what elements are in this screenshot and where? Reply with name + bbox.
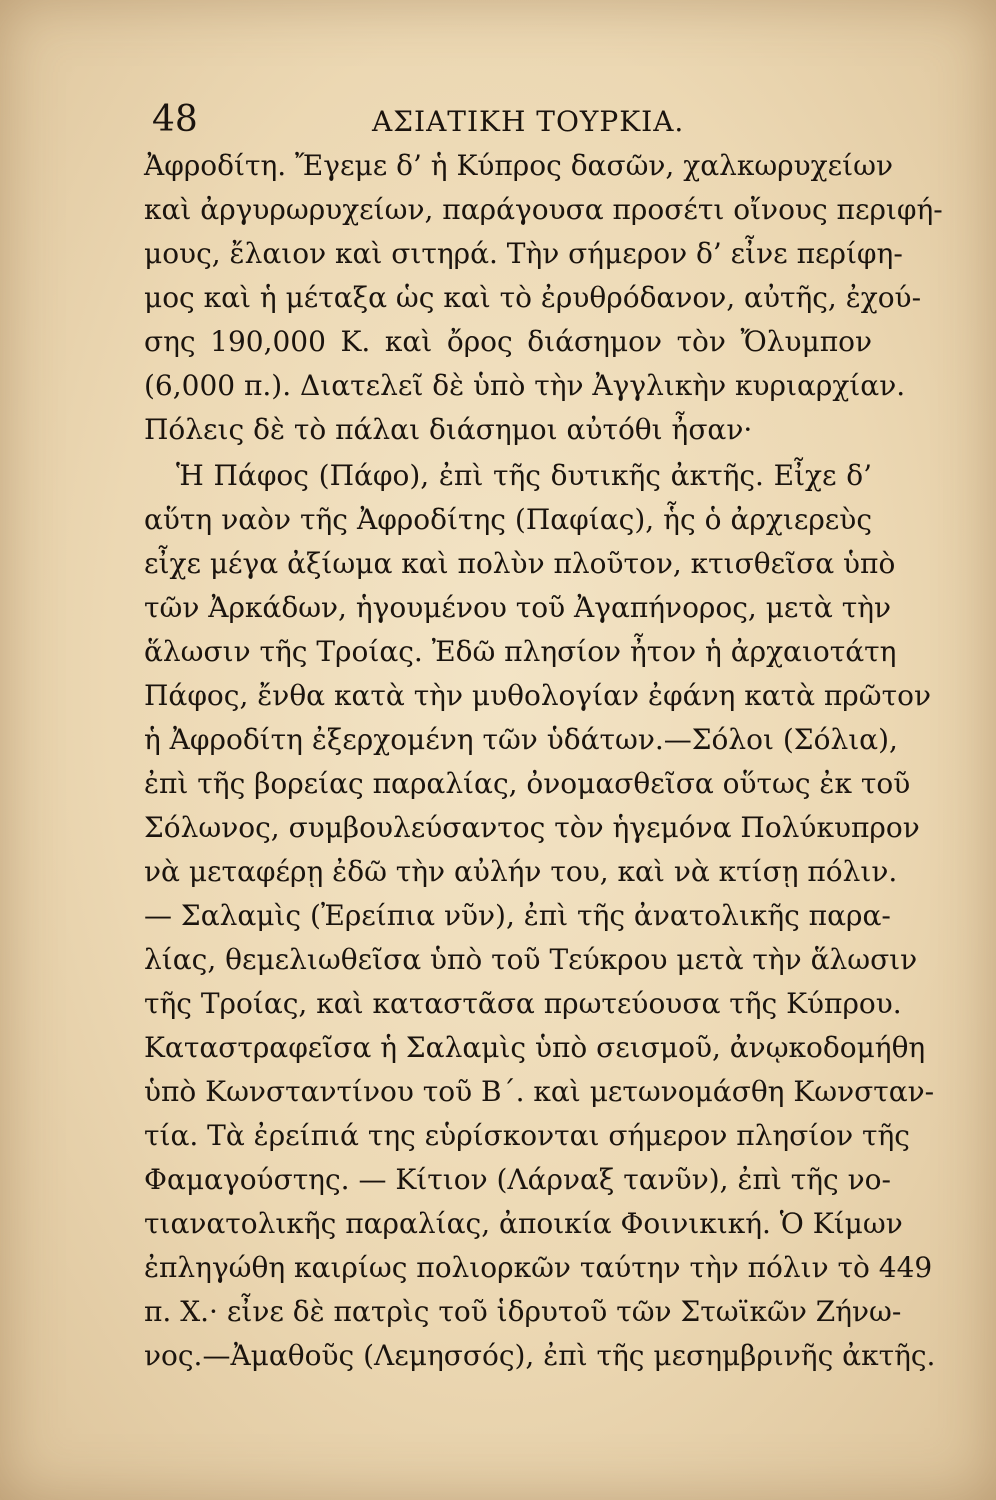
running-title: ΑΣΙΑΤΙΚΗ ΤΟΥΡΚΙΑ. — [372, 105, 685, 138]
text-line: τῆς Τροίας, καὶ καταστᾶσα πρωτεύουσα τῆς Κύπρου. — [144, 987, 902, 1020]
page-number: 48 — [152, 99, 198, 140]
text-line: καὶ ἀργυρωρυχείων, παράγουσα προσέτι οἴνους περιφή- — [144, 193, 943, 226]
text-line: μους, ἔλαιον καὶ σιτηρά. Τὴν σήμερον δ’ εἶνε περίφη- — [144, 237, 903, 270]
text-line: ἡ Ἀφροδίτη ἐξερχομένη τῶν ὑδάτων.—Σόλοι (Σόλια), — [144, 723, 898, 756]
text-line: τία. Τὰ ἐρείπιά της εὑρίσκονται σήμερον πλησίον τῆς — [144, 1119, 910, 1152]
text-line: ἐπὶ τῆς βορείας παραλίας, ὀνομασθεῖσα οὕτως ἐκ τοῦ — [144, 767, 911, 800]
text-line: ἐπληγώθη καιρίως πολιορκῶν ταύτην τὴν πόλιν τὸ 449 — [144, 1251, 933, 1284]
text-line: εἶχε μέγα ἀξίωμα καὶ πολὺν πλοῦτον, κτισθεῖσα ὑπὸ — [144, 547, 896, 580]
text-line: λίας, θεμελιωθεῖσα ὑπὸ τοῦ Τεύκρου μετὰ τὴν ἅλωσιν — [144, 943, 918, 976]
text-line: Ἀφροδίτη. Ἔγεμε δ’ ἡ Κύπρος δασῶν, χαλκωρυχείων — [144, 149, 893, 182]
text-line: σης 190,000 Κ. καὶ ὄρος διάσημον τὸν Ὄλυμπον — [144, 325, 872, 358]
text-line: αὕτη ναὸν τῆς Ἀφροδίτης (Παφίας), ἧς ὁ ἀρχιερεὺς — [144, 503, 872, 536]
text-line: νος.—Ἀμαθοῦς (Λεμησσός), ἐπὶ τῆς μεσημβρινῆς ἀκτῆς. — [144, 1339, 936, 1372]
text-line: ἅλωσιν τῆς Τροίας. Ἐδῶ πλησίον ἦτον ἡ ἀρχαιοτάτη — [144, 635, 897, 668]
text-line: τιανατολικῆς παραλίας, ἀποικία Φοινικική. Ὁ Κίμων — [144, 1207, 903, 1240]
text-line: π. Χ.· εἶνε δὲ πατρὶς τοῦ ἱδρυτοῦ τῶν Στωϊκῶν Ζήνω- — [144, 1295, 902, 1328]
text-line: τῶν Ἀρκάδων, ἡγουμένου τοῦ Ἀγαπήνορος, μετὰ τὴν — [144, 591, 892, 624]
text-line: ὑπὸ Κωνσταντίνου τοῦ Β΄. καὶ μετωνομάσθη Κωνσταν- — [144, 1075, 935, 1108]
text-line: Φαμαγούστης. — Κίτιον (Λάρναξ τανῦν), ἐπὶ τῆς νο- — [144, 1163, 891, 1196]
text-line: μος καὶ ἡ μέταξα ὡς καὶ τὸ ἐρυθρόδανον, αὐτῆς, ἐχού- — [144, 281, 922, 314]
text-line: Σόλωνος, συμβουλεύσαντος τὸν ἡγεμόνα Πολύκυπρον — [144, 811, 920, 844]
text-line: Πόλεις δὲ τὸ πάλαι διάσημοι αὐτόθι ἦσαν· — [144, 413, 753, 446]
text-line: νὰ μεταφέρῃ ἐδῶ τὴν αὐλήν του, καὶ νὰ κτίσῃ πόλιν. — [144, 855, 898, 888]
paragraph-first-line: Ἡ Πάφος (Πάφο), ἐπὶ τῆς δυτικῆς ἀκτῆς. Εἶχε δ’ — [176, 459, 872, 492]
text-line: (6,000 π.). Διατελεῖ δὲ ὑπὸ τὴν Ἀγγλικὴν κυριαρχίαν. — [144, 369, 906, 402]
text-line: Καταστραφεῖσα ἡ Σαλαμὶς ὑπὸ σεισμοῦ, ἀνῳκοδομήθη — [144, 1031, 926, 1064]
text-line: — Σαλαμὶς (Ἐρείπια νῦν), ἐπὶ τῆς ἀνατολικῆς παρα- — [144, 899, 891, 932]
text-line: Πάφος, ἔνθα κατὰ τὴν μυθολογίαν ἐφάνη κατὰ πρῶτον — [144, 679, 931, 712]
